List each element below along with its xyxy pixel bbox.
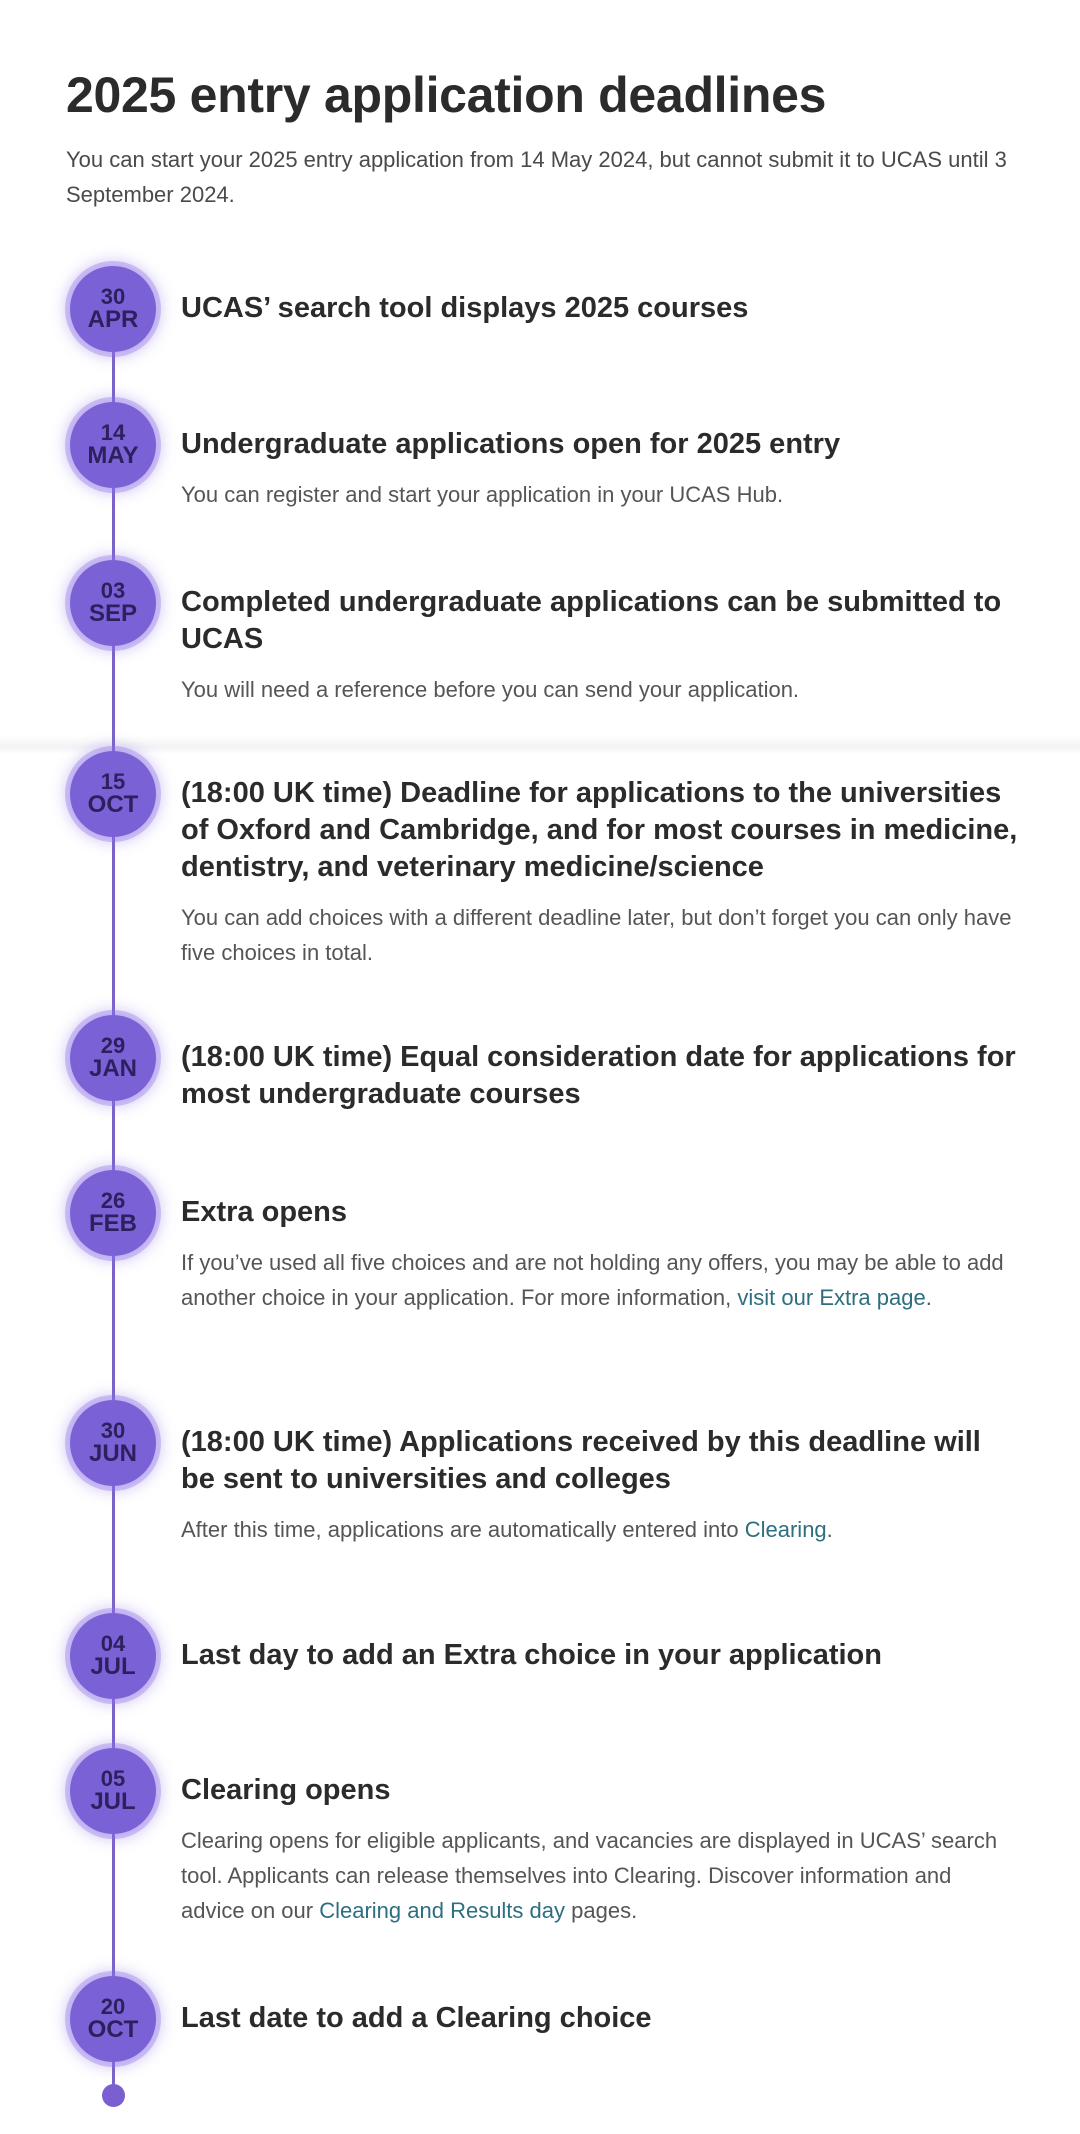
- entry-title: (18:00 UK time) Deadline for applications to the universities of Oxford and Cambridge, and for most courses in medicine, dentistry, and veterinary medicine/science: [181, 777, 1018, 883]
- entry-description: [181, 1245, 1021, 1315]
- entry-title: Completed undergraduate applications can be submitted to UCAS: [181, 586, 1002, 655]
- entry-title: Undergraduate applications open for 2025 entry: [181, 428, 841, 460]
- entry-content: [181, 775, 1021, 970]
- date-month: OCT: [87, 2016, 139, 2043]
- date-month: SEP: [88, 600, 138, 627]
- entry-title: Last date to add a Clearing choice: [181, 2002, 652, 2034]
- date-month: JUL: [90, 1788, 136, 1815]
- date-month: OCT: [87, 791, 139, 818]
- date-month: MAY: [87, 442, 139, 469]
- entry-content: [181, 1194, 1021, 1315]
- entry-description-end: .: [826, 1517, 833, 1542]
- date-day: 30: [100, 284, 126, 309]
- date-day: 26: [100, 1188, 126, 1213]
- entry-content: [181, 426, 1021, 512]
- date-day: 15: [100, 769, 126, 794]
- date-badge: [70, 560, 156, 646]
- entry-title: UCAS’ search tool displays 2025 courses: [181, 292, 749, 324]
- entry-description: You can register and start your application in your UCAS Hub.: [181, 482, 784, 507]
- date-badge: [70, 1170, 156, 1256]
- date-day: 29: [100, 1033, 126, 1058]
- date-day: 14: [100, 420, 126, 445]
- date-badge: [70, 402, 156, 488]
- entry-description-text: Clearing opens for eligible applicants, and vacancies are displayed in UCAS’ search tool. Applicants can release themselves into Clearing. Discover information and advice on our: [181, 1828, 998, 1923]
- intro-text: You can start your 2025 entry application from 14 May 2024, but cannot submit it to UCAS until 3 September 2024.: [66, 147, 1007, 207]
- date-badge: [70, 1015, 156, 1101]
- extra-page-link[interactable]: visit our Extra page: [737, 1285, 926, 1310]
- date-badge: [70, 1400, 156, 1486]
- date-day: 30: [100, 1418, 126, 1443]
- entry-content: [181, 1637, 1021, 1674]
- date-month: JUN: [88, 1440, 137, 1467]
- date-day: 03: [100, 578, 126, 603]
- date-badge: [70, 1613, 156, 1699]
- date-month: JUL: [90, 1653, 136, 1680]
- clearing-link[interactable]: Clearing: [744, 1517, 827, 1542]
- entry-content: [181, 290, 1021, 327]
- entry-title: (18:00 UK time) Equal consideration date for applications for most undergraduate courses: [181, 1041, 1016, 1110]
- date-day: 20: [100, 1994, 126, 2019]
- date-badge: [70, 1976, 156, 2062]
- entry-content: [181, 1424, 1021, 1547]
- entry-title: (18:00 UK time) Applications received by this deadline will be sent to universities and colleges: [181, 1426, 981, 1495]
- entry-content: [181, 584, 1021, 707]
- date-badge: [70, 751, 156, 837]
- page-header: [66, 62, 1026, 212]
- entry-content: [181, 2000, 1021, 2037]
- date-day: 05: [100, 1766, 126, 1791]
- page-title: 2025 entry application deadlines: [66, 67, 827, 123]
- entry-description: [181, 1512, 1021, 1547]
- date-month: APR: [87, 306, 139, 333]
- entry-description: You can add choices with a different deadline later, but don’t forget you can only have five choices in total.: [181, 905, 1012, 965]
- clearing-results-link[interactable]: Clearing and Results day: [319, 1898, 566, 1923]
- date-badge: [70, 1748, 156, 1834]
- entry-description-text: After this time, applications are automatically entered into: [181, 1517, 745, 1542]
- date-badge: [70, 266, 156, 352]
- timeline-end-dot: [102, 2084, 125, 2107]
- entry-description-end: .: [925, 1285, 932, 1310]
- date-month: JAN: [88, 1055, 137, 1082]
- entry-title: Last day to add an Extra choice in your application: [181, 1639, 882, 1671]
- entry-content: [181, 1772, 1021, 1928]
- entry-description: You will need a reference before you can send your application.: [181, 677, 800, 702]
- date-month: FEB: [89, 1210, 137, 1237]
- entry-description-text: If you’ve used all five choices and are not holding any offers, you may be able to add another choice in your application. For more information,: [181, 1250, 1004, 1310]
- entry-title: Clearing opens: [181, 1774, 391, 1806]
- entry-description: [181, 1823, 1021, 1928]
- date-day: 04: [100, 1631, 126, 1656]
- entry-description-end: pages.: [565, 1898, 638, 1923]
- section-divider-band: [0, 736, 1080, 754]
- entry-title: Extra opens: [181, 1196, 347, 1228]
- entry-content: [181, 1039, 1021, 1113]
